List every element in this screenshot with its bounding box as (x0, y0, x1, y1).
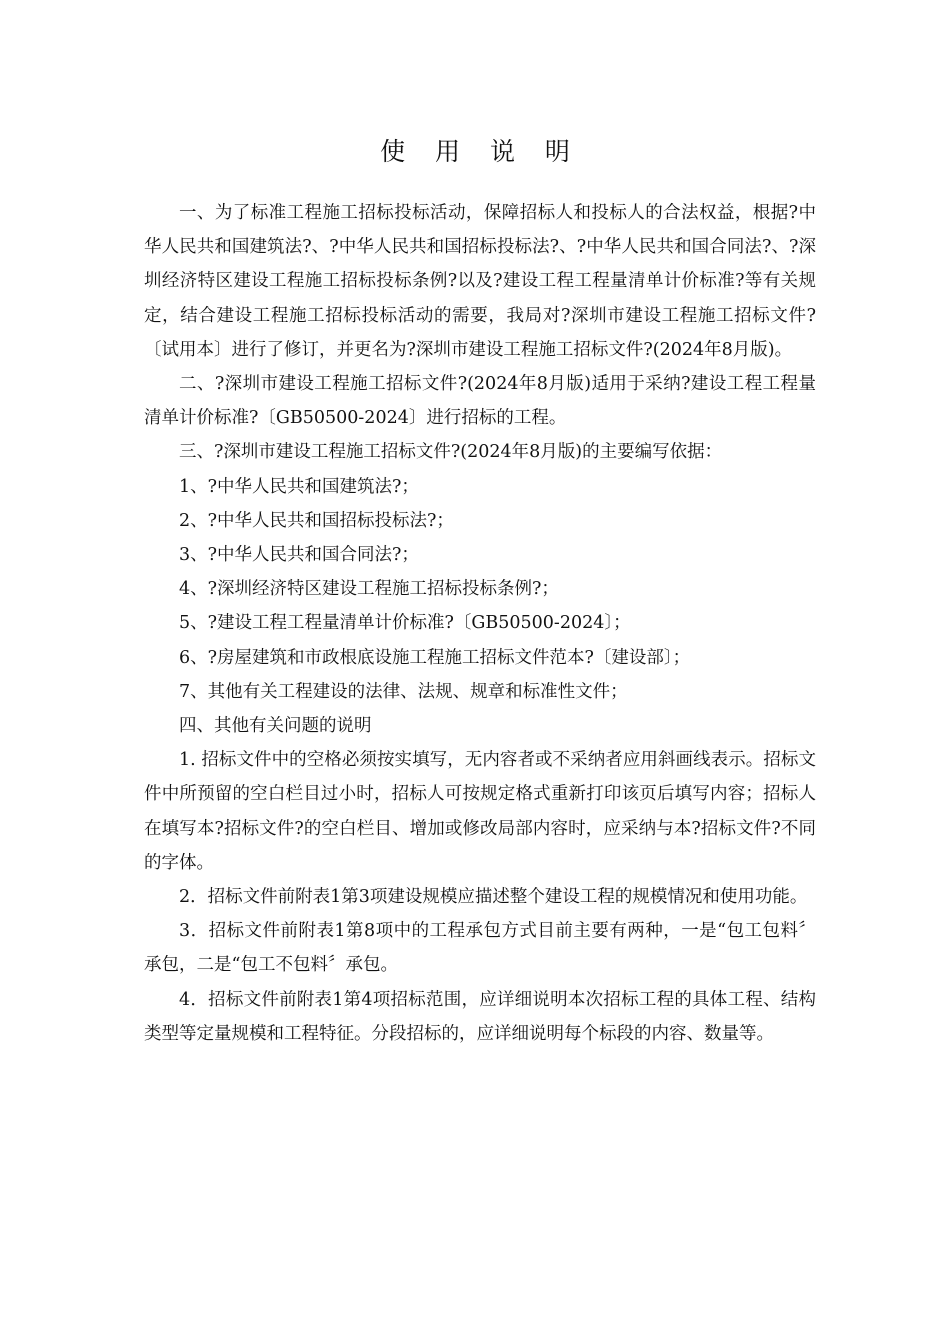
basis-item-3: 3、?中华人民共和国合同法?； (179, 545, 419, 566)
basis-item-1: 1、?中华人民共和国建筑法?； (179, 476, 419, 497)
paragraph-basis-heading: 三、?深圳市建设工程施工招标文件?(2024年8月版)的主要编写依据： (179, 442, 723, 463)
paragraph-purpose: 一、为了标准工程施工招标投标活动，保障招标人和投标人的合法权益，根据?中华人民共和国建筑法?、?中华人民共和国招标投标法?、?中华人民共和国合同法?、?深圳经济特区建设工程施工招标投标条例?以及?建设工程工程量清单计价标准?等有关规定，结合建设工程施工招标投标活动的需要，我局对?深圳市建设工程施工招标文件?〔试用本〕进行了修订，并更名为?深圳市建设工程施工招标文件?(2024年8月版)。 (144, 203, 816, 360)
note-item-1: 1. 招标文件中的空格必须按实填写，无内容者或不采纳者应用斜画线表示。招标文件中所预留的空白栏目过小时，招标人可按规定格式重新打印该页后填写内容；招标人在填写本?招标文件?的空白栏目、增加或修改局部内容时，应采纳与本?招标文件?不同的字体。 (144, 750, 816, 873)
basis-item-5: 5、?建设工程工程量清单计价标准?〔GB50500-2024〕； (179, 613, 631, 634)
page-title: 使 用 说 明 (380, 137, 581, 166)
document-body (144, 196, 816, 1051)
basis-item-2: 2、?中华人民共和国招标投标法?； (179, 510, 454, 531)
basis-item-7: 7、其他有关工程建设的法律、法规、规章和标准性文件； (179, 681, 628, 702)
basis-item-6: 6、?房屋建筑和市政根底设施工程施工招标文件范本?〔建设部〕； (179, 647, 691, 668)
basis-item-4: 4、?深圳经济特区建设工程施工招标投标条例?； (179, 579, 559, 600)
note-item-4: 4．招标文件前附表1第4项招标范围，应详细说明本次招标工程的具体工程、结构类型等定量规模和工程特征。分段招标的，应详细说明每个标段的内容、数量等。 (144, 989, 816, 1044)
note-item-3: 3．招标文件前附表1第8项中的工程承包方式目前主要有两种，一是“包工包料〞承包，二是“包工不包料〞承包。 (144, 921, 816, 976)
paragraph-scope: 二、?深圳市建设工程施工招标文件?(2024年8月版)适用于采纳?建设工程工程量清单计价标准?〔GB50500-2024〕进行招标的工程。 (144, 374, 816, 429)
paragraph-other-issues-heading: 四、其他有关问题的说明 (179, 716, 372, 737)
note-item-2: 2．招标文件前附表1第3项建设规模应描述整个建设工程的规模情况和使用功能。 (179, 887, 808, 908)
